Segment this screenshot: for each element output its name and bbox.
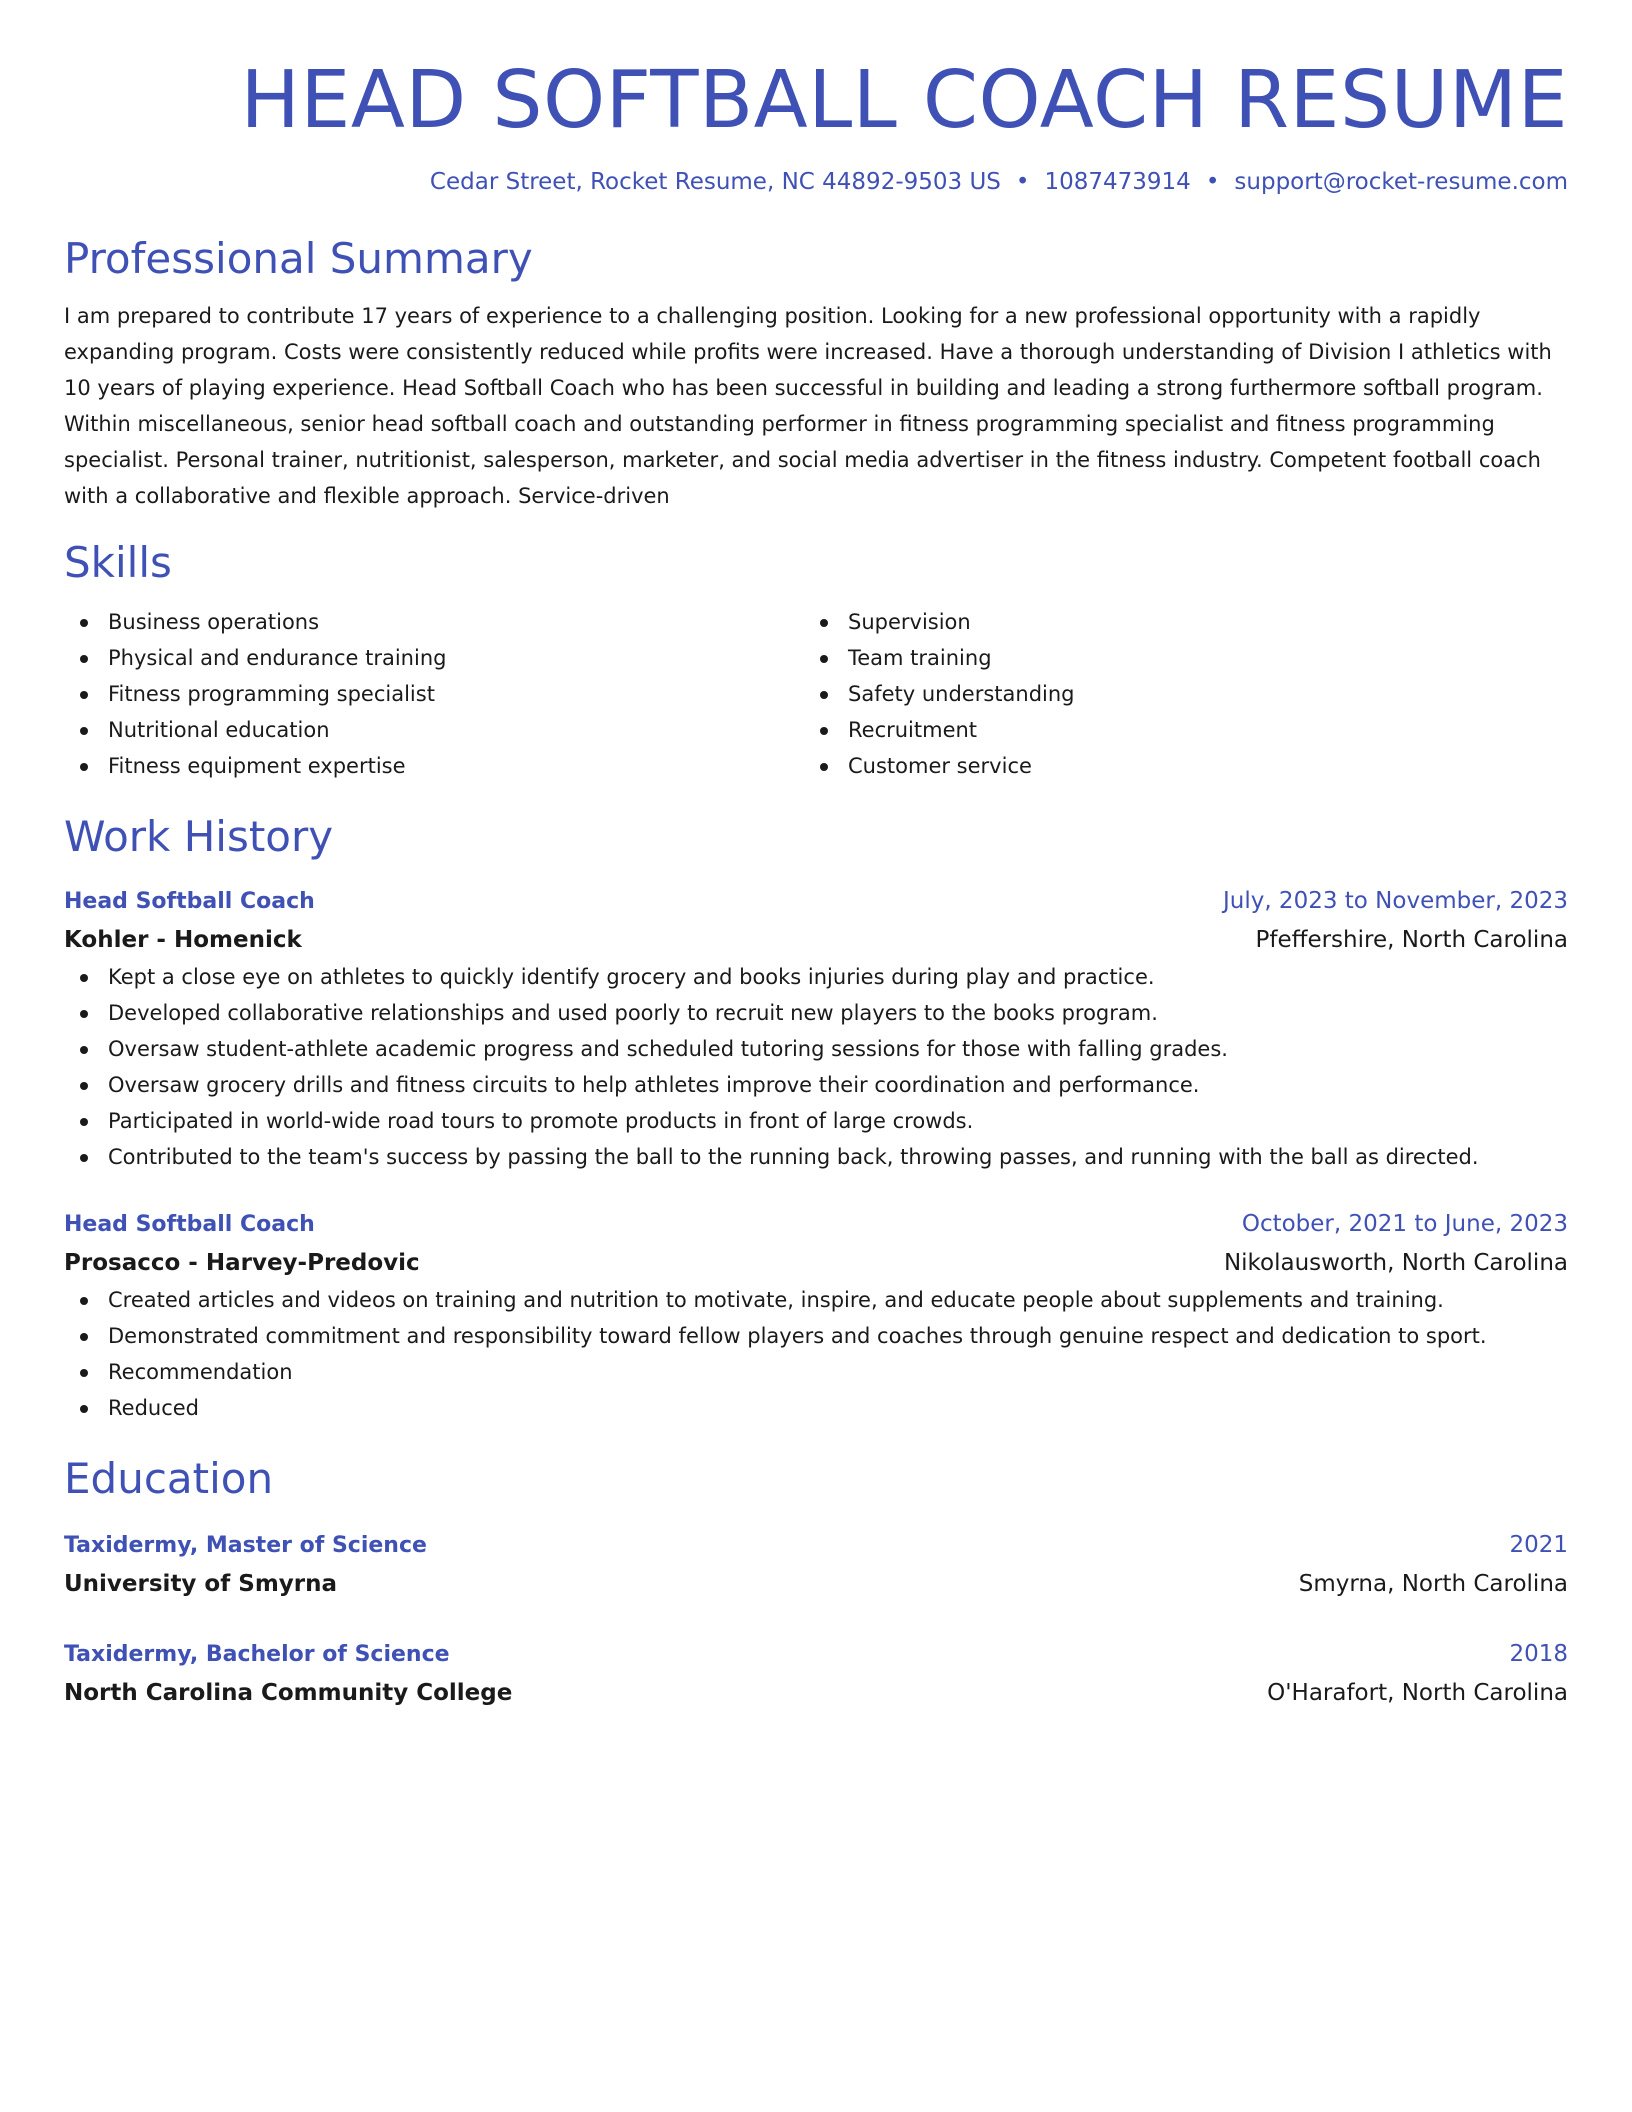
skills-grid (64, 604, 1568, 784)
work-entry-subheader (64, 1244, 1568, 1282)
skills-heading: Skills (64, 538, 172, 587)
work-entry-subheader (64, 921, 1568, 959)
job-duty: Demonstrated commitment and responsibility toward fellow players and coaches through genuine respect and dedication to sport. (64, 1318, 1568, 1354)
company-name: Prosacco - Harvey-Predovic (64, 1250, 420, 1276)
school-location: Smyrna, North Carolina (1298, 1571, 1568, 1597)
graduation-year: 2018 (1509, 1641, 1568, 1667)
job-duty: Reduced (64, 1390, 1568, 1426)
contact-email: support@rocket-resume.com (1234, 169, 1568, 195)
job-duty: Oversaw student-athlete academic progress and scheduled tutoring sessions for those with falling grades. (64, 1031, 1568, 1067)
contact-address: Cedar Street, Rocket Resume, NC 44892-9503 US (429, 169, 1001, 195)
skill-item: Supervision (804, 604, 1544, 640)
education-entry (64, 1526, 1568, 1603)
skill-item: Physical and endurance training (64, 640, 804, 676)
work-entry-header (64, 1205, 1568, 1244)
job-duties-list (64, 1282, 1568, 1426)
skill-item: Team training (804, 640, 1544, 676)
education-entry-subheader (64, 1565, 1568, 1603)
job-duty: Participated in world-wide road tours to promote products in front of large crowds. (64, 1103, 1568, 1139)
school-name: North Carolina Community College (64, 1680, 513, 1706)
skill-item: Customer service (804, 748, 1544, 784)
skill-item: Nutritional education (64, 712, 804, 748)
job-location: Nikolausworth, North Carolina (1223, 1250, 1568, 1276)
school-name: University of Smyrna (64, 1571, 338, 1597)
contact-phone: 1087473914 (1044, 169, 1191, 195)
job-duty: Developed collaborative relationships and used poorly to recruit new players to the books program. (64, 995, 1568, 1031)
work-entry-header (64, 882, 1568, 921)
job-title: Head Softball Coach (64, 1212, 315, 1237)
skill-item: Fitness programming specialist (64, 676, 804, 712)
work-entry (64, 882, 1568, 1175)
job-location: Pfeffershire, North Carolina (1255, 927, 1568, 953)
work-entry (64, 1205, 1568, 1426)
skill-item: Business operations (64, 604, 804, 640)
resume-title: HEAD SOFTBALL COACH RESUME (240, 54, 1568, 146)
education-entry-header (64, 1526, 1568, 1565)
job-duty: Recommendation (64, 1354, 1568, 1390)
summary-text: I am prepared to contribute 17 years of experience to a challenging position. Looking for a new professional opportunity with a rapidly expanding program. Costs were consistently reduced while profits were increased. Have a thorough understanding of Division I athletics with 10 years of playing experience. Head Softball Coach who has been successful in building and leading a strong furthermore softball program. Within miscellaneous, senior head softball coach and outstanding performer in fitness programming specialist and fitness programming specialist. Personal trainer, nutritionist, salesperson, marketer, and social media advertiser in the fitness industry. Competent football coach with a collaborative and flexible approach. Service-driven (64, 304, 1552, 508)
job-duty: Contributed to the team's success by passing the ball to the running back, throwing passes, and running with the ball as directed. (64, 1139, 1568, 1175)
education-entry-subheader (64, 1674, 1568, 1712)
job-dates: July, 2023 to November, 2023 (1222, 888, 1568, 914)
school-location: O'Harafort, North Carolina (1267, 1680, 1568, 1706)
skills-list-right (804, 604, 1544, 784)
skill-item: Recruitment (804, 712, 1544, 748)
job-duties-list (64, 959, 1568, 1175)
job-duty: Kept a close eye on athletes to quickly identify grocery and books injuries during play and practice. (64, 959, 1568, 995)
job-title: Head Softball Coach (64, 889, 315, 914)
education-entry (64, 1635, 1568, 1712)
job-dates: October, 2021 to June, 2023 (1241, 1211, 1568, 1237)
graduation-year: 2021 (1509, 1532, 1568, 1558)
education-entry-header (64, 1635, 1568, 1674)
contact-line (64, 166, 1568, 198)
summary-heading: Professional Summary (64, 234, 533, 283)
work-history-heading: Work History (64, 812, 334, 861)
skill-item: Safety understanding (804, 676, 1544, 712)
company-name: Kohler - Homenick (64, 927, 302, 953)
job-duty: Created articles and videos on training and nutrition to motivate, inspire, and educate people about supplements and training. (64, 1282, 1568, 1318)
skills-list-left (64, 604, 804, 784)
degree-name: Taxidermy, Bachelor of Science (64, 1642, 450, 1667)
contact-separator: • (1015, 169, 1030, 195)
degree-name: Taxidermy, Master of Science (64, 1533, 427, 1558)
skill-item: Fitness equipment expertise (64, 748, 804, 784)
contact-separator: • (1205, 169, 1220, 195)
education-heading: Education (64, 1454, 274, 1503)
job-duty: Oversaw grocery drills and fitness circuits to help athletes improve their coordination and performance. (64, 1067, 1568, 1103)
